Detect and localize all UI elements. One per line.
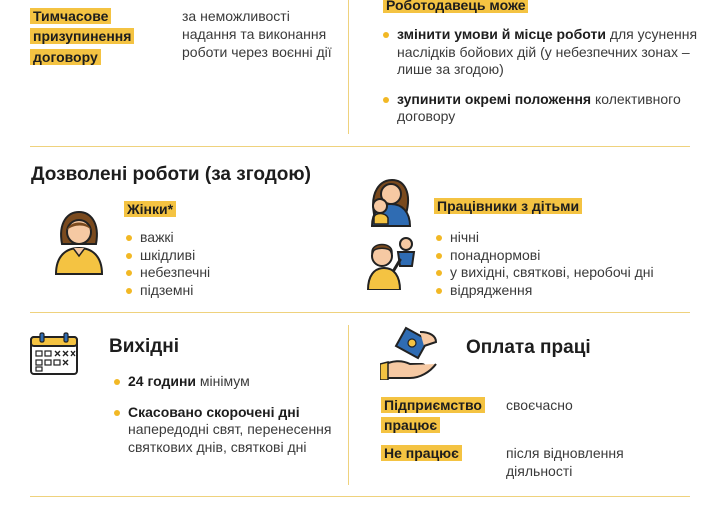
list-item: важкі bbox=[124, 229, 210, 247]
list-item: небезпечні bbox=[124, 264, 210, 282]
woman-icon bbox=[52, 208, 106, 276]
suspension-text: за неможливості надання та виконання роботи через воєнні дії bbox=[182, 8, 332, 60]
employer-rights-list bbox=[381, 26, 701, 126]
pay-row-label: Не працює bbox=[381, 445, 462, 461]
list-item: шкідливі bbox=[124, 247, 210, 265]
list-item: підземні bbox=[124, 282, 210, 300]
allowed-work-title: Дозволені роботи (за згодою) bbox=[31, 164, 311, 185]
pay-row-label: Підприємство працює bbox=[381, 397, 485, 433]
pay-row-not-working-label-block bbox=[381, 443, 501, 463]
list-item: нічні bbox=[434, 229, 704, 247]
section-divider-2 bbox=[30, 312, 690, 313]
pay-row-value: після відновлення діяльності bbox=[506, 445, 624, 479]
employer-right-item: зупинити окремі положення колективного договору bbox=[381, 91, 701, 126]
parents-label-block bbox=[434, 196, 582, 216]
section-divider-1 bbox=[30, 146, 690, 147]
list-item: відрядження bbox=[434, 282, 704, 300]
list-item: у вихідні, святкові, неробочі дні bbox=[434, 264, 704, 282]
employer-right-item: змінити умови й місце роботи для усунення наслідків бойових дій (у небезпечних зонах – лише за згодою) bbox=[381, 26, 701, 79]
pay-row-value: своєчасно bbox=[506, 397, 573, 413]
father-with-child-icon bbox=[366, 236, 418, 290]
calendar-icon bbox=[29, 332, 79, 376]
suspension-label: Тимчасове призупинення договору bbox=[30, 8, 134, 65]
weekends-title: Вихідні bbox=[109, 336, 180, 357]
women-label: Жінки* bbox=[124, 201, 176, 217]
list-item: понаднормові bbox=[434, 247, 704, 265]
suspension-label-block bbox=[30, 6, 160, 67]
parents-label: Працівники з дітьми bbox=[434, 198, 582, 214]
parents-work-list bbox=[434, 229, 704, 299]
parent-with-child-icon bbox=[366, 174, 414, 228]
pay-row-working-label-block bbox=[381, 395, 501, 436]
pay-title: Оплата праці bbox=[466, 337, 591, 358]
section-divider-3 bbox=[30, 496, 690, 497]
top-divider bbox=[348, 0, 349, 134]
list-item: 24 години мінімум bbox=[112, 373, 332, 391]
employer-label: Роботодавець може bbox=[383, 0, 528, 13]
employer-label-block bbox=[383, 0, 528, 15]
women-work-list bbox=[124, 229, 210, 299]
weekends-list bbox=[112, 373, 332, 456]
money-hands-icon bbox=[380, 326, 438, 380]
women-label-block bbox=[124, 199, 176, 219]
list-item: Скасовано скорочені дні напередодні свят, перенесення святкових днів, святкові дні bbox=[112, 404, 332, 457]
bottom-divider bbox=[348, 325, 349, 485]
